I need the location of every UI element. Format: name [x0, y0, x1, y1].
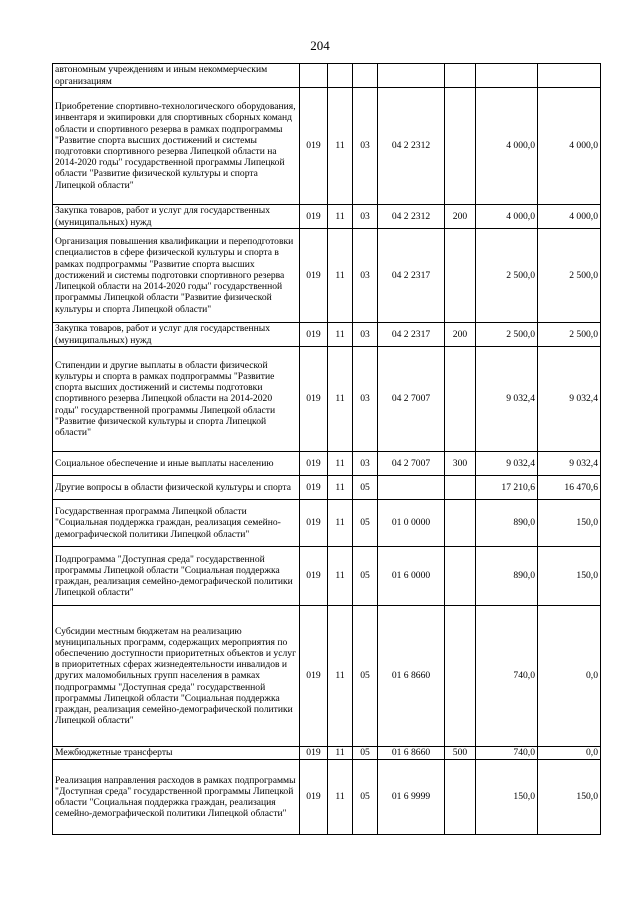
- table-row: [53, 500, 601, 547]
- row-sum-year2: 150,0: [538, 760, 601, 835]
- row-name: Социальное обеспечение и иные выплаты населению: [53, 452, 300, 476]
- row-sum-year2: 2 500,0: [538, 229, 601, 323]
- row-section-code: 11: [328, 88, 353, 205]
- row-expense-type: [445, 88, 476, 205]
- row-subsection-code: 03: [353, 205, 378, 229]
- row-name: Организация повышения квалификации и переподготовки специалистов в сфере физической культуры и спорта в рамках подпрограммы "Развитие спорта высших достижений и системы подготовки спортивного резерва Липецкой области на 2014-2020 годы" государственной программы Липецкой области "Развитие физической культуры и спорта Липецкой области": [53, 229, 300, 323]
- row-target-code: [378, 476, 445, 500]
- row-target-code: [378, 64, 445, 88]
- row-expense-type: [445, 476, 476, 500]
- row-subsection-code: 03: [353, 88, 378, 205]
- page-number: 204: [310, 38, 330, 53]
- table-row: [53, 747, 601, 760]
- row-section-code: 11: [328, 205, 353, 229]
- row-section-code: 11: [328, 229, 353, 323]
- row-subsection-code: 03: [353, 229, 378, 323]
- row-name: Подпрограмма "Доступная среда" государственной программы Липецкой области "Социальная поддержка граждан, реализация семейно-демографической политики Липецкой области": [53, 547, 300, 606]
- row-sum-year2: 9 032,4: [538, 347, 601, 452]
- row-name: Межбюджетные трансферты: [53, 747, 300, 760]
- row-target-code: 01 0 0000: [378, 500, 445, 547]
- table-row: [53, 323, 601, 347]
- row-section-code: 11: [328, 606, 353, 747]
- row-admin-code: 019: [300, 452, 328, 476]
- row-admin-code: 019: [300, 547, 328, 606]
- row-sum-year1: 17 210,6: [476, 476, 538, 500]
- row-subsection-code: 05: [353, 760, 378, 835]
- row-admin-code: 019: [300, 500, 328, 547]
- row-name: Государственная программа Липецкой области "Социальная поддержка граждан, реализация семейно-демографической политики Липецкой области": [53, 500, 300, 547]
- row-target-code: 01 6 8660: [378, 747, 445, 760]
- row-expense-type: [445, 760, 476, 835]
- row-name: Приобретение спортивно-технологического оборудования, инвентаря и экипировки для спортивных сборных команд области и спортивного резерва в рамках подпрограммы "Развитие спорта высших достижений и системы подготовки спортивного резерва Липецкой области на 2014-2020 годы" государственной программы Липецкой области "Развитие физической культуры и спорта Липецкой области": [53, 88, 300, 205]
- row-sum-year1: 2 500,0: [476, 323, 538, 347]
- row-section-code: [328, 64, 353, 88]
- row-sum-year2: 0,0: [538, 747, 601, 760]
- row-sum-year1: 4 000,0: [476, 88, 538, 205]
- row-name: Стипендии и другие выплаты в области физической культуры и спорта в рамках подпрограммы "Развитие спорта высших достижений и системы подготовки спортивного резерва Липецкой области на 2014-2020 годы" государственной программы Липецкой области "Развитие физической культуры и спорта Липецкой области": [53, 347, 300, 452]
- row-subsection-code: 03: [353, 452, 378, 476]
- row-admin-code: 019: [300, 347, 328, 452]
- row-admin-code: 019: [300, 760, 328, 835]
- row-sum-year2: 9 032,4: [538, 452, 601, 476]
- row-admin-code: 019: [300, 205, 328, 229]
- row-expense-type: 500: [445, 747, 476, 760]
- row-subsection-code: [353, 64, 378, 88]
- row-admin-code: 019: [300, 323, 328, 347]
- row-expense-type: [445, 606, 476, 747]
- row-sum-year2: [538, 64, 601, 88]
- table-row: [53, 452, 601, 476]
- row-expense-type: [445, 229, 476, 323]
- table-row: [53, 88, 601, 205]
- row-expense-type: 200: [445, 205, 476, 229]
- row-target-code: 04 2 2317: [378, 229, 445, 323]
- row-admin-code: 019: [300, 229, 328, 323]
- row-target-code: 01 6 8660: [378, 606, 445, 747]
- row-sum-year1: 150,0: [476, 760, 538, 835]
- row-sum-year2: 16 470,6: [538, 476, 601, 500]
- row-subsection-code: 03: [353, 323, 378, 347]
- budget-table: [52, 63, 601, 835]
- row-sum-year1: 4 000,0: [476, 205, 538, 229]
- row-section-code: 11: [328, 760, 353, 835]
- table-row: [53, 229, 601, 323]
- row-expense-type: 300: [445, 452, 476, 476]
- row-expense-type: 200: [445, 323, 476, 347]
- row-expense-type: [445, 64, 476, 88]
- row-section-code: 11: [328, 323, 353, 347]
- row-sum-year2: 150,0: [538, 547, 601, 606]
- row-name: Субсидии местным бюджетам на реализацию муниципальных программ, содержащих мероприятия по обеспечению доступности приоритетных объектов и услуг в приоритетных сферах жизнедеятельности инвалидов и других маломобильных групп населения в рамках подпрограммы "Доступная среда" государственной программы Липецкой области "Социальная поддержка граждан, реализация семейно-демографической политики Липецкой области": [53, 606, 300, 747]
- row-section-code: 11: [328, 500, 353, 547]
- row-target-code: 04 2 7007: [378, 347, 445, 452]
- row-target-code: 04 2 2312: [378, 88, 445, 205]
- row-sum-year1: 890,0: [476, 500, 538, 547]
- row-admin-code: 019: [300, 88, 328, 205]
- row-expense-type: [445, 347, 476, 452]
- table-row: [53, 476, 601, 500]
- table-row: [53, 606, 601, 747]
- row-name: Закупка товаров, работ и услуг для государственных (муниципальных) нужд: [53, 205, 300, 229]
- row-section-code: 11: [328, 547, 353, 606]
- row-sum-year1: 890,0: [476, 547, 538, 606]
- table-row: [53, 760, 601, 835]
- row-sum-year2: 4 000,0: [538, 205, 601, 229]
- row-admin-code: 019: [300, 747, 328, 760]
- row-subsection-code: 05: [353, 547, 378, 606]
- row-sum-year1: [476, 64, 538, 88]
- row-name: Другие вопросы в области физической культуры и спорта: [53, 476, 300, 500]
- row-subsection-code: 05: [353, 476, 378, 500]
- row-target-code: 04 2 2312: [378, 205, 445, 229]
- row-sum-year2: 150,0: [538, 500, 601, 547]
- table-row: [53, 64, 601, 88]
- table-row: [53, 347, 601, 452]
- row-expense-type: [445, 547, 476, 606]
- row-section-code: 11: [328, 452, 353, 476]
- row-subsection-code: 05: [353, 606, 378, 747]
- table-row: [53, 547, 601, 606]
- table-row: [53, 205, 601, 229]
- row-sum-year2: 0,0: [538, 606, 601, 747]
- row-name: Реализация направления расходов в рамках подпрограммы "Доступная среда" государственной программы Липецкой области "Социальная поддержка граждан, реализация семейно-демографической политики Липецкой области": [53, 760, 300, 835]
- row-admin-code: 019: [300, 476, 328, 500]
- row-admin-code: 019: [300, 606, 328, 747]
- row-target-code: 01 6 9999: [378, 760, 445, 835]
- row-sum-year1: 740,0: [476, 747, 538, 760]
- row-admin-code: [300, 64, 328, 88]
- row-sum-year1: 9 032,4: [476, 452, 538, 476]
- row-expense-type: [445, 500, 476, 547]
- row-sum-year1: 740,0: [476, 606, 538, 747]
- row-subsection-code: 03: [353, 347, 378, 452]
- row-section-code: 11: [328, 747, 353, 760]
- row-sum-year2: 2 500,0: [538, 323, 601, 347]
- row-subsection-code: 05: [353, 747, 378, 760]
- row-subsection-code: 05: [353, 500, 378, 547]
- row-name: автономным учреждениям и иным некоммерческим организациям: [53, 64, 300, 88]
- row-section-code: 11: [328, 476, 353, 500]
- row-target-code: 01 6 0000: [378, 547, 445, 606]
- row-target-code: 04 2 7007: [378, 452, 445, 476]
- row-target-code: 04 2 2317: [378, 323, 445, 347]
- row-sum-year1: 9 032,4: [476, 347, 538, 452]
- row-section-code: 11: [328, 347, 353, 452]
- row-sum-year1: 2 500,0: [476, 229, 538, 323]
- row-sum-year2: 4 000,0: [538, 88, 601, 205]
- row-name: Закупка товаров, работ и услуг для государственных (муниципальных) нужд: [53, 323, 300, 347]
